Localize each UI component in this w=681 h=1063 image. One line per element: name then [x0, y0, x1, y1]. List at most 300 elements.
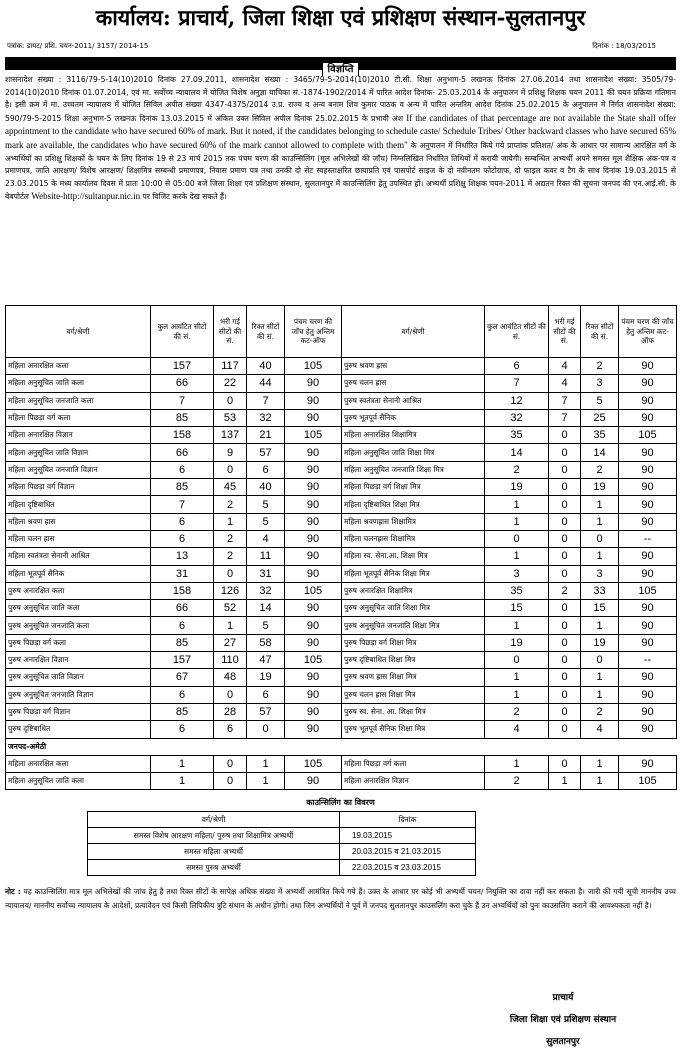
total-seats-cell: 14: [485, 444, 549, 461]
total-seats-cell: 2: [485, 703, 549, 720]
cutoff-cell: 90: [619, 479, 677, 496]
category-cell: महिला पिछड़ा वर्ग विज्ञान: [6, 479, 151, 496]
vacant-seats-cell: 19: [247, 669, 285, 686]
category-cell: महिला चलनह्रास शिक्षामित्र: [342, 530, 485, 547]
body-paragraph-3: पर विजिट करके देख सकते हैं।: [142, 192, 227, 202]
cutoff-cell: 90: [619, 703, 677, 720]
cutoff-cell: 90: [619, 461, 677, 478]
table-row: [6, 600, 677, 617]
filled-seats-cell: 9: [214, 444, 247, 461]
filled-seats-cell: 0: [549, 686, 581, 703]
cutoff-cell: 90: [285, 600, 342, 617]
vacant-seats-cell: 4: [581, 721, 619, 738]
vacant-seats-cell: 32: [247, 409, 285, 426]
cutoff-cell: 90: [285, 669, 342, 686]
notice-date: दिनांक : 18/03/2015: [592, 42, 656, 50]
table-row: [6, 721, 677, 738]
category-cell: महिला अनुसूचित जनजाति शिक्षा मित्र: [342, 461, 485, 478]
filled-seats-cell: 6: [214, 721, 247, 738]
vacant-seats-cell: 5: [247, 617, 285, 634]
category-cell: पुरुष अनुसूचित जनजाति शिक्षा मित्र: [342, 617, 485, 634]
category-cell: पुरुष स्व. सेना. आ. शिक्षा मित्र: [342, 703, 485, 720]
seats-table: [5, 305, 677, 790]
category-cell: पुरुष अनारक्षित शिक्षामित्र: [342, 582, 485, 599]
filled-seats-cell: 0: [549, 479, 581, 496]
schedule-category: समस्त महिला अभ्यर्थी: [88, 844, 340, 860]
total-seats-cell: 1: [485, 548, 549, 565]
table-row: [6, 392, 677, 409]
vacant-seats-cell: 1: [581, 496, 619, 513]
filled-seats-cell: 28: [214, 703, 247, 720]
schedule-header-date: दिनांक: [340, 812, 476, 828]
total-seats-cell: 3: [485, 565, 549, 582]
table-row: [6, 530, 677, 547]
cutoff-cell: 105: [619, 427, 677, 444]
col-header-cutoff: पंचम चरण की जाँच हेतु अन्तिम कट-ऑफ: [285, 306, 342, 358]
total-seats-cell: 1: [485, 669, 549, 686]
vacant-seats-cell: 7: [247, 392, 285, 409]
cutoff-cell: 90: [285, 479, 342, 496]
filled-seats-cell: 52: [214, 600, 247, 617]
category-cell: पुरुष श्रवण ह्रास: [342, 358, 485, 375]
filled-seats-cell: 4: [549, 358, 581, 375]
table-row: [6, 427, 677, 444]
cutoff-cell: 90: [285, 513, 342, 530]
table-row: [6, 582, 677, 599]
vacant-seats-cell: 15: [581, 600, 619, 617]
category-cell: महिला श्रवणह्रास शिक्षामित्र: [342, 513, 485, 530]
schedule-category: समस्त विशेष आरक्षण महिला/ पुरुष तथा शिक्षामित्र अभ्यर्थी: [88, 828, 340, 844]
cutoff-cell: 90: [619, 392, 677, 409]
vacant-seats-cell: 40: [247, 358, 285, 375]
schedule-date: 22.03.2015 व 23.03.2015: [340, 860, 476, 876]
signature-place: सुलतानपुर: [546, 1037, 580, 1047]
vacant-seats-cell: 0: [581, 652, 619, 669]
cutoff-cell: 90: [619, 548, 677, 565]
vacant-seats-cell: 1: [581, 773, 619, 790]
cutoff-cell: 90: [285, 496, 342, 513]
category-cell: महिला अनुसूचित जनजाति कला: [6, 392, 151, 409]
filled-seats-cell: 0: [549, 530, 581, 547]
filled-seats-cell: 7: [549, 392, 581, 409]
total-seats-cell: 6: [151, 530, 214, 547]
cutoff-cell: 90: [285, 375, 342, 392]
total-seats-cell: 7: [485, 375, 549, 392]
filled-seats-cell: 0: [549, 565, 581, 582]
category-cell: पुरुष अनुसूचित जाति शिक्षा मित्र: [342, 600, 485, 617]
filled-seats-cell: 2: [214, 548, 247, 565]
vacant-seats-cell: 1: [581, 617, 619, 634]
cutoff-cell: 90: [285, 392, 342, 409]
total-seats-cell: 13: [151, 548, 214, 565]
filled-seats-cell: 22: [214, 375, 247, 392]
category-cell: महिला अनुसूचित जाति कला: [6, 375, 151, 392]
note: [5, 885, 676, 913]
cutoff-cell: 90: [285, 617, 342, 634]
cutoff-cell: 90: [619, 444, 677, 461]
vacant-seats-cell: 1: [581, 669, 619, 686]
filled-seats-cell: 0: [549, 427, 581, 444]
schedule-row: [88, 860, 476, 876]
cutoff-cell: 90: [619, 358, 677, 375]
total-seats-cell: 35: [485, 427, 549, 444]
category-cell: पुरुष भूतपूर्व सैनिक: [342, 409, 485, 426]
vacant-seats-cell: 57: [247, 444, 285, 461]
category-cell: पुरुष पिछड़ा वर्ग विज्ञान: [6, 703, 151, 720]
vacant-seats-cell: 2: [581, 358, 619, 375]
total-seats-cell: 158: [151, 582, 214, 599]
vacant-seats-cell: 40: [247, 479, 285, 496]
category-cell: महिला स्वतंत्रता सेनानी आश्रित: [6, 548, 151, 565]
total-seats-cell: 19: [485, 634, 549, 651]
vacant-seats-cell: 5: [247, 496, 285, 513]
cutoff-cell: 90: [285, 461, 342, 478]
district-section-label: जनपद-अमेठी: [6, 738, 677, 755]
total-seats-cell: 6: [151, 461, 214, 478]
total-seats-cell: 31: [151, 565, 214, 582]
total-seats-cell: 2: [485, 773, 549, 790]
category-cell: महिला श्रवण ह्रास: [6, 513, 151, 530]
filled-seats-cell: 0: [214, 392, 247, 409]
filled-seats-cell: 0: [549, 496, 581, 513]
category-cell: पुरुष अनारक्षित कला: [6, 582, 151, 599]
cutoff-cell: --: [619, 652, 677, 669]
category-cell: महिला अनारक्षित कला: [6, 358, 151, 375]
vacant-seats-cell: 35: [581, 427, 619, 444]
cutoff-cell: 90: [619, 686, 677, 703]
vacant-seats-cell: 44: [247, 375, 285, 392]
total-seats-cell: 1: [485, 755, 549, 772]
table-row: [6, 652, 677, 669]
table-row: [6, 669, 677, 686]
filled-seats-cell: 0: [549, 548, 581, 565]
filled-seats-cell: 1: [549, 773, 581, 790]
col-header-filled: भरी गई सीटों की सं.: [549, 306, 581, 358]
total-seats-cell: 66: [151, 375, 214, 392]
filled-seats-cell: 48: [214, 669, 247, 686]
category-cell: महिला अनुसूचित जाति विज्ञान: [6, 444, 151, 461]
filled-seats-cell: 0: [549, 513, 581, 530]
filled-seats-cell: 7: [549, 409, 581, 426]
filled-seats-cell: 0: [549, 721, 581, 738]
table-row: [6, 358, 677, 375]
total-seats-cell: 7: [151, 392, 214, 409]
table-row: [6, 479, 677, 496]
filled-seats-cell: 0: [214, 755, 247, 772]
total-seats-cell: 1: [485, 496, 549, 513]
total-seats-cell: 67: [151, 669, 214, 686]
category-cell: महिला अनारक्षित शिक्षामित्र: [342, 427, 485, 444]
cutoff-cell: 105: [285, 358, 342, 375]
total-seats-cell: 6: [151, 721, 214, 738]
filled-seats-cell: 0: [214, 773, 247, 790]
vacant-seats-cell: 19: [581, 479, 619, 496]
schedule-date: 20.03.2015 व 21.03.2015: [340, 844, 476, 860]
table-row: [6, 548, 677, 565]
total-seats-cell: 35: [485, 582, 549, 599]
cutoff-cell: 90: [285, 686, 342, 703]
cutoff-cell: 90: [619, 496, 677, 513]
schedule-title: काउन्सिलिंग का विवरण: [306, 798, 375, 808]
vacant-seats-cell: 14: [247, 600, 285, 617]
vacant-seats-cell: 25: [581, 409, 619, 426]
cutoff-cell: 90: [285, 444, 342, 461]
vacant-seats-cell: 1: [247, 755, 285, 772]
cutoff-cell: 90: [285, 773, 342, 790]
vacant-seats-cell: 47: [247, 652, 285, 669]
cutoff-cell: 90: [285, 530, 342, 547]
filled-seats-cell: 53: [214, 409, 247, 426]
vacant-seats-cell: 6: [247, 461, 285, 478]
category-cell: महिला स्व. सेना.आ. शिक्षा मित्र: [342, 548, 485, 565]
category-cell: महिला पिछड़ा वर्ग शिक्षा मित्र: [342, 479, 485, 496]
note-label: नोट :: [5, 887, 21, 897]
total-seats-cell: 157: [151, 358, 214, 375]
body-english-quote: If the candidates of that percentage are not available the State shall offer appointment to the candidate who have secured 60% of mark. But it noted, if the candidates belonging to schedule caste/ Schedule Tribes/ Other backward classes who have secured 65% mark are available, the candidates who have secured 60% of the mark cannot allowed to complete with them": [5, 112, 676, 150]
total-seats-cell: 85: [151, 409, 214, 426]
total-seats-cell: 66: [151, 444, 214, 461]
section-row: [6, 738, 677, 755]
table-row: [6, 703, 677, 720]
office-title: कार्यालय: प्राचार्य, जिला शिक्षा एवं प्रशिक्षण संस्थान-सुलतानपुर: [95, 6, 586, 31]
table-row: [6, 686, 677, 703]
cutoff-cell: 90: [285, 634, 342, 651]
cutoff-cell: 90: [619, 600, 677, 617]
filled-seats-cell: 1: [214, 617, 247, 634]
body-paragraph-1: शासनादेश संख्या : 3116/79-5-14(10)2010 दिनांक 27.09.2011, शासनादेश संख्या : 3465/79-5-2014(10)2010 टी.सी. शिक्षा अनुभाग-5 लखनऊ दिनांक 27.06.2014 तथा शासनादेश संख्या: 3505/79-2014(10)2010 दिनांक 01.07.2014, एवं मा. सर्वोच्च न्यायालय में योजित विशेष अनुज्ञा याचिका सं.-1874-1902/2014 में पारित आदेश दिनांक- 25.03.2014 के अनुपालन में प्रशिक्षु शिक्षक चयन 2011 की चयन प्रक्रिया गतिमान है। इसी क्रम में मा. उच्चतम न्यायालय में योजित सिविल अपील संख्या 4347-4375/2014 उ.प्र. राज्य व अन्य बनाम शिव कुमार पाठक व अन्य में पारित अन्तरिम आदेश दिनांक 25.02.2015 के अनुपालन में निर्गत शासनादेश संख्या: 590/79-5-2015 शिक्षा अनुभाग-5 लखनऊ दिनांक 13.03.2015 में अंकित उक्त सिविल अपील दिनांक 25.02.2015 के प्रभावी अंश: [5, 75, 676, 123]
table-row: [6, 755, 677, 772]
table-row: [6, 375, 677, 392]
category-cell: महिला दृष्टिबाधित: [6, 496, 151, 513]
filled-seats-cell: 0: [549, 600, 581, 617]
table-row: [6, 773, 677, 790]
total-seats-cell: 2: [485, 461, 549, 478]
total-seats-cell: 6: [151, 686, 214, 703]
total-seats-cell: 1: [151, 773, 214, 790]
cutoff-cell: 105: [619, 773, 677, 790]
schedule-header-category: वर्ग/श्रेणी: [88, 812, 340, 828]
total-seats-cell: 85: [151, 634, 214, 651]
col-header-vacant: रिक्त सीटों की सं.: [581, 306, 619, 358]
filled-seats-cell: 27: [214, 634, 247, 651]
category-cell: महिला भूतपूर्व सैनिक: [6, 565, 151, 582]
notice-heading: विज्ञप्ति: [322, 63, 360, 76]
total-seats-cell: 19: [485, 479, 549, 496]
vacant-seats-cell: 0: [581, 530, 619, 547]
vacant-seats-cell: 1: [247, 773, 285, 790]
category-cell: पुरुष पिछड़ा वर्ग शिक्षा मित्र: [342, 634, 485, 651]
filled-seats-cell: 0: [549, 634, 581, 651]
category-cell: पुरुष भूतपूर्व सैनिक शिक्षा मित्र: [342, 721, 485, 738]
category-cell: महिला चलन ह्रास: [6, 530, 151, 547]
total-seats-cell: 157: [151, 652, 214, 669]
cutoff-cell: 105: [285, 652, 342, 669]
filled-seats-cell: 110: [214, 652, 247, 669]
filled-seats-cell: 0: [214, 565, 247, 582]
filled-seats-cell: 0: [549, 652, 581, 669]
filled-seats-cell: 2: [214, 530, 247, 547]
category-cell: पुरुष पिछड़ा वर्ग कला: [6, 634, 151, 651]
table-row: [6, 496, 677, 513]
cutoff-cell: 105: [285, 427, 342, 444]
cutoff-cell: 90: [619, 565, 677, 582]
vacant-seats-cell: 1: [581, 686, 619, 703]
total-seats-cell: 66: [151, 600, 214, 617]
vacant-seats-cell: 32: [247, 582, 285, 599]
category-cell: पुरुष दृष्टिबाधित: [6, 721, 151, 738]
schedule-date: 19.03.2015: [340, 828, 476, 844]
category-cell: पुरुष चलन ह्रास शिक्षा मित्र: [342, 686, 485, 703]
vacant-seats-cell: 6: [247, 686, 285, 703]
total-seats-cell: 6: [151, 617, 214, 634]
vacant-seats-cell: 3: [581, 375, 619, 392]
category-cell: पुरुष अनुसूचित जनजाति कला: [6, 617, 151, 634]
schedule-table: [87, 811, 476, 876]
total-seats-cell: 85: [151, 479, 214, 496]
vacant-seats-cell: 21: [247, 427, 285, 444]
total-seats-cell: 6: [151, 513, 214, 530]
body-paragraph-2: के अनुपालन में निर्धारित किये गये प्राप्तांक प्रतिशत/ अंक के आधार पर सामान्य आरक्षित वर्ग के अभ्यर्थियों का प्रशिक्षु शिक्षकों के चयन के लिए दिनांक 19 से 23 मार्च 2015 तक पंचम चरण की काउन्सिलिंग (मूल अभिलेखों की जाँच) निम्नलिखित निर्धारित तिथियों में करायी जायेगी। सम्बन्धित अभ्यर्थी अपने समस्त मूल शैक्षिक अंक-पत्र व प्रमाणपत्र, जाति आरक्षण/ विशेष आरक्षण/ शिक्षामित्र सम्बन्धी प्रमाणपत्र, निवास प्रमाण पत्र तथा उनकी दो सेट स्वहस्ताक्षरित छायाप्रति एवं पासपोर्ट साइज के दो नवीनतम फोटोग्राफ, दो फाइल कवर व टैग के साथ दिनांक 19.03.2015 से 23.03.2015 के मध्य कार्यालय दिवस में प्रातः 10:00 से 05:00 बजे जिला शिक्षा एवं प्रशिक्षण संस्थान, सुलतानपुर में काउन्सिलिंग हेतु उपस्थित हों। अभ्यर्थी प्रशिक्षु शिक्षक चयन-2011 में अद्यतन रिक्त की सूचना जनपद की एन.आई.सी. के बेबपोर्टल: [5, 140, 676, 202]
cutoff-cell: 105: [285, 582, 342, 599]
vacant-seats-cell: 31: [247, 565, 285, 582]
category-cell: पुरुष अनुसूचित जाति कला: [6, 600, 151, 617]
cutoff-cell: 90: [285, 721, 342, 738]
category-cell: महिला पिछड़ा वर्ग कला: [6, 409, 151, 426]
vacant-seats-cell: 0: [247, 721, 285, 738]
total-seats-cell: 158: [151, 427, 214, 444]
total-seats-cell: 1: [485, 686, 549, 703]
category-cell: महिला अनुसूचित जनजाति विज्ञान: [6, 461, 151, 478]
notice-heading-bar: [5, 57, 676, 75]
category-cell: पुरुष अनुसूचित जाति विज्ञान: [6, 669, 151, 686]
col-header-category: वर्ग/श्रेणी: [342, 306, 485, 358]
vacant-seats-cell: 2: [581, 703, 619, 720]
category-cell: महिला अनारक्षित विज्ञान: [342, 773, 485, 790]
filled-seats-cell: 1: [214, 513, 247, 530]
vacant-seats-cell: 19: [581, 634, 619, 651]
total-seats-cell: 32: [485, 409, 549, 426]
category-cell: पुरुष चलन ह्रास: [342, 375, 485, 392]
table-row: [6, 409, 677, 426]
vacant-seats-cell: 5: [581, 392, 619, 409]
cutoff-cell: 90: [285, 548, 342, 565]
filled-seats-cell: 0: [214, 461, 247, 478]
category-cell: पुरुष अनुसूचित जनजाति विज्ञान: [6, 686, 151, 703]
vacant-seats-cell: 11: [247, 548, 285, 565]
cutoff-cell: 90: [619, 617, 677, 634]
filled-seats-cell: 0: [549, 755, 581, 772]
signature-block: [473, 987, 653, 1053]
total-seats-cell: 4: [485, 721, 549, 738]
cutoff-cell: 90: [619, 669, 677, 686]
schedule-row: [88, 844, 476, 860]
schedule-row: [88, 828, 476, 844]
filled-seats-cell: 0: [549, 669, 581, 686]
total-seats-cell: 7: [151, 496, 214, 513]
table-row: [6, 461, 677, 478]
category-cell: महिला अनारक्षित कला: [6, 755, 151, 772]
category-cell: महिला अनुसूचित जाति शिक्षा मित्र: [342, 444, 485, 461]
total-seats-cell: 1: [151, 755, 214, 772]
total-seats-cell: 12: [485, 392, 549, 409]
cutoff-cell: 90: [619, 375, 677, 392]
table-row: [6, 565, 677, 582]
vacant-seats-cell: 1: [581, 548, 619, 565]
total-seats-cell: 1: [485, 617, 549, 634]
col-header-filled: भरी गई सीटों की सं.: [214, 306, 247, 358]
col-header-total: कुल आवंटित सीटों की सं.: [151, 306, 214, 358]
total-seats-cell: 1: [485, 513, 549, 530]
table-row: [6, 634, 677, 651]
col-header-vacant: रिक्त सीटों की सं.: [247, 306, 285, 358]
filled-seats-cell: 126: [214, 582, 247, 599]
total-seats-cell: 6: [485, 358, 549, 375]
signature-office: जिला शिक्षा एवं प्रशिक्षण संस्थान: [509, 1015, 617, 1025]
category-cell: महिला दृष्टिबाधित शिक्षा मित्र: [342, 496, 485, 513]
category-cell: महिला अनारक्षित विज्ञान: [6, 427, 151, 444]
col-header-cutoff: पंचम चरण की जाँच हेतु अन्तिम कट-ऑफ: [619, 306, 677, 358]
category-cell: महिला अनुसूचित जाति कला: [6, 773, 151, 790]
col-header-category: वर्ग/श्रेणी: [6, 306, 151, 358]
cutoff-cell: 90: [285, 565, 342, 582]
category-cell: महिला पिछड़ा वर्ग कला: [342, 755, 485, 772]
filled-seats-cell: 4: [549, 375, 581, 392]
vacant-seats-cell: 3: [581, 565, 619, 582]
signature-designation: प्राचार्य: [552, 993, 574, 1003]
note-text: यह काउन्सिलिंग मात्र मूल अभिलेखों की जांच हेतु है तथा रिक्त सीटों के सापेक्ष अधिक संख्या में अभ्यर्थी आमंत्रित किये गये हैं। उक्त के आधार पर कोई भी अभ्यर्थी चयन/ नियुक्ति का दावा नहीं कर सकता है। जारी की गयी सूची माननीय उच्च न्यायालय/ माननीय सर्वोच्च न्यायालय के आदेशों, प्रत्यावेदन एवं किसी लिपिकीय त्रुटि संधान के अधीन होगी। तथा जिन अभ्यर्थियों ने पूर्व में जनपद सुलतानपुर काउसलिंग करा चुके हैं उन अभ्यर्थियों को पुनः काउसलिंग कराने की आवश्यकता नहीं है।: [5, 887, 676, 911]
cutoff-cell: 90: [619, 721, 677, 738]
website-link[interactable]: Website-http://sultanpur.nic.in: [31, 191, 141, 202]
category-cell: महिला भूतपूर्व सैनिक शिक्षा मित्र: [342, 565, 485, 582]
category-cell: पुरुष दृष्टिबाधित शिक्षा मित्र: [342, 652, 485, 669]
filled-seats-cell: 0: [214, 686, 247, 703]
filled-seats-cell: 137: [214, 427, 247, 444]
cutoff-cell: --: [619, 530, 677, 547]
cutoff-cell: 90: [285, 409, 342, 426]
filled-seats-cell: 117: [214, 358, 247, 375]
filled-seats-cell: 2: [549, 582, 581, 599]
cutoff-cell: 90: [285, 703, 342, 720]
schedule-header-row: [88, 812, 476, 828]
category-cell: पुरुष अनारक्षित विज्ञान: [6, 652, 151, 669]
filled-seats-cell: 2: [214, 496, 247, 513]
category-cell: पुरुष स्वतंत्रता सेनानी आश्रित: [342, 392, 485, 409]
total-seats-cell: 0: [485, 530, 549, 547]
filled-seats-cell: 0: [549, 461, 581, 478]
vacant-seats-cell: 4: [247, 530, 285, 547]
reference-number: पत्रांक: डायट/ प्रशि. चयन-2011/ 3157/ 2014-15: [7, 42, 149, 50]
cutoff-cell: 90: [619, 755, 677, 772]
filled-seats-cell: 45: [214, 479, 247, 496]
table-header-row: [6, 306, 677, 358]
vacant-seats-cell: 1: [581, 755, 619, 772]
vacant-seats-cell: 1: [581, 513, 619, 530]
vacant-seats-cell: 14: [581, 444, 619, 461]
category-cell: पुरुष श्रवण ह्रास शिक्षा मित्र: [342, 669, 485, 686]
filled-seats-cell: 0: [549, 703, 581, 720]
schedule-category: समस्त पुरुष अभ्यर्थी: [88, 860, 340, 876]
table-row: [6, 513, 677, 530]
filled-seats-cell: 0: [549, 617, 581, 634]
filled-seats-cell: 0: [549, 444, 581, 461]
cutoff-cell: 90: [619, 634, 677, 651]
table-row: [6, 444, 677, 461]
cutoff-cell: 90: [619, 513, 677, 530]
vacant-seats-cell: 57: [247, 703, 285, 720]
vacant-seats-cell: 33: [581, 582, 619, 599]
total-seats-cell: 85: [151, 703, 214, 720]
notice-body: [5, 74, 676, 303]
